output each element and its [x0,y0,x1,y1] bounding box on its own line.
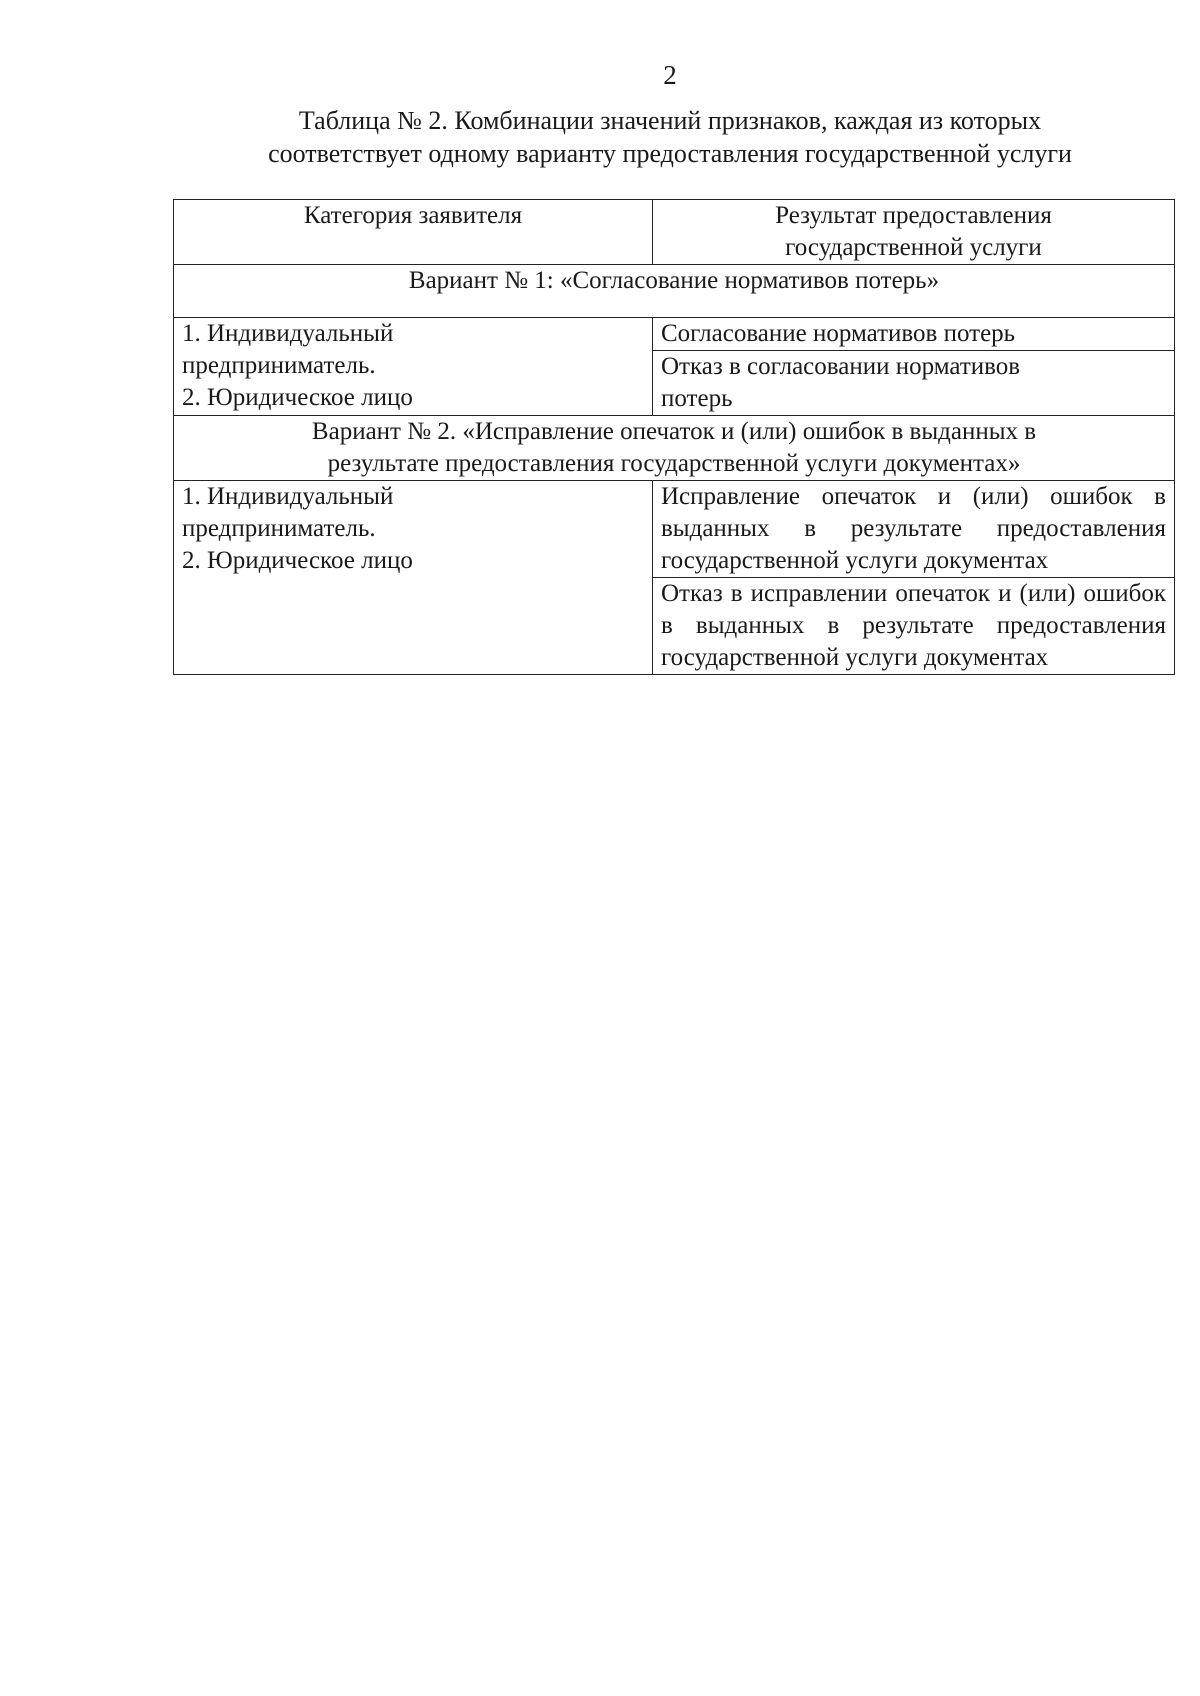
variant-2-title [174,416,1175,481]
category-line-2: предприниматель. [182,352,376,379]
result-2-line-2: потерь [661,385,733,412]
variant-2-title-line-2: результате предоставления государственной услуги документах» [327,450,1021,477]
header-result-line-1: Результат предоставления [775,202,1052,229]
header-category-text: Категория заявителя [303,202,523,229]
header-result-line-2: государственной услуги [785,234,1042,261]
result-2-line-1: Отказ в согласовании нормативов [661,353,1021,380]
variant-1-title-row [174,265,1175,318]
variant-2-result-1: Исправление опечаток и (или) ошибок в выданных в результате предоставления государственной услуги документах [653,481,1175,578]
category-line-3: 2. Юридическое лицо [182,547,413,574]
variant-2-title-line-1: Вариант № 2. «Исправление опечаток и (или) ошибок в выданных в [311,418,1037,445]
table-header-row [174,200,1175,265]
variant-1-result-1: Согласование нормативов потерь [653,318,1175,351]
variant-1-title: Вариант № 1: «Согласование нормативов потерь» [174,265,1175,318]
category-line-1: 1. Индивидуальный [182,320,394,347]
header-category [174,200,653,265]
category-line-3: 2. Юридическое лицо [182,384,413,411]
variants-table [173,199,1175,675]
variant-1-category [174,318,653,416]
variant-1-result-2 [653,351,1175,416]
category-line-1: 1. Индивидуальный [182,483,394,510]
caption-line-1: Таблица № 2. Комбинации значений признаков, каждая из которых [298,106,1042,135]
table-caption [0,104,1200,170]
table-row [174,318,1175,351]
table-row [174,481,1175,578]
variant-2-result-2: Отказ в исправлении опечаток и (или) ошибок в выданных в результате предоставления государственной услуги документах [653,578,1175,675]
variant-2-category [174,481,653,675]
category-line-2: предприниматель. [182,515,376,542]
header-result [653,200,1175,265]
page-number: 2 [663,60,677,90]
variant-2-title-row [174,416,1175,481]
caption-line-2: соответствует одному варианту предоставления государственной услуги [268,139,1072,168]
